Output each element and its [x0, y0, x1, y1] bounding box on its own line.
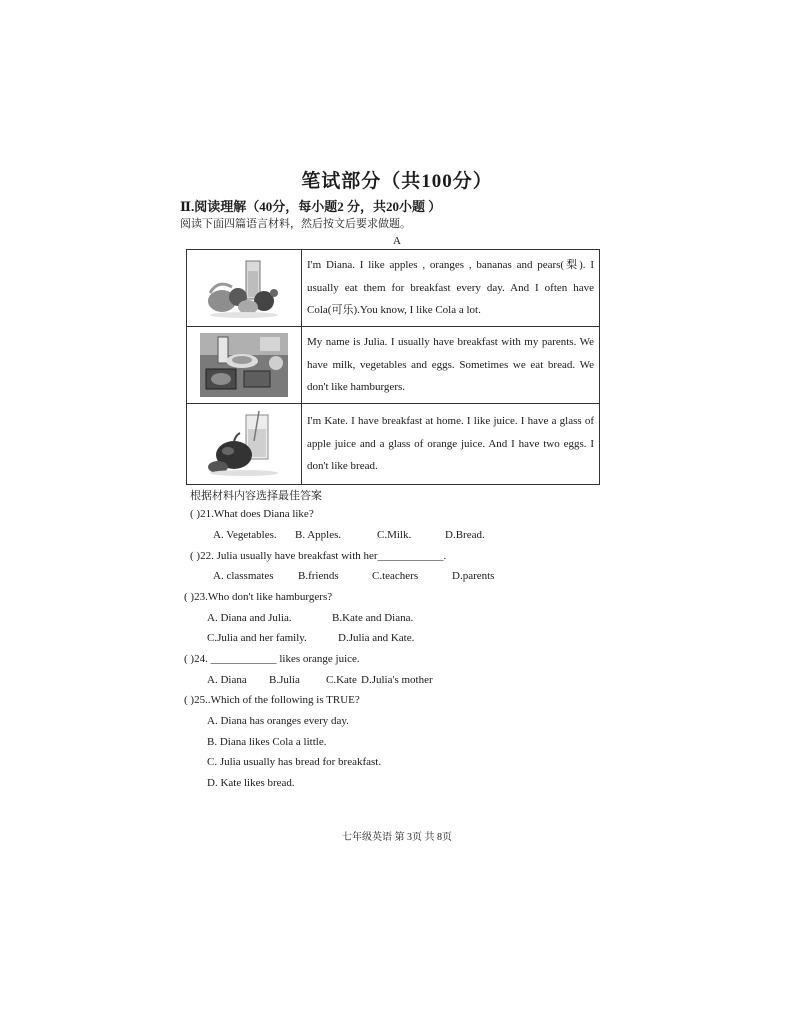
questions-prompt: 根据材料内容选择最佳答案	[190, 490, 322, 502]
option-d[interactable]: D.Julia and Kate.	[338, 632, 415, 644]
passage-image-cell	[187, 250, 302, 327]
passage-table	[186, 249, 600, 485]
question-24-options	[207, 674, 433, 686]
passage-text: I'm Kate. I have breakfast at home. I like juice. I have a glass of apple juice and a glass of orange juice. And I have two eggs. I don't like bread.	[302, 404, 600, 485]
question-23-options-cont	[207, 632, 414, 644]
option-d[interactable]: D.Julia's mother	[361, 674, 433, 686]
passage-label: A	[393, 235, 401, 247]
option-c[interactable]: C.Milk.	[377, 529, 412, 541]
option-d[interactable]: D. Kate likes bread.	[207, 777, 295, 789]
passage-image-cell	[187, 404, 302, 485]
option-a[interactable]: A. Diana has oranges every day.	[207, 715, 349, 727]
question-22-options	[213, 570, 494, 582]
passage-row	[187, 327, 600, 404]
option-a[interactable]: A. classmates	[213, 570, 274, 582]
question-23-options	[207, 612, 413, 624]
question-25-stem: ( )25..Which of the following is TRUE?	[184, 694, 360, 706]
page-footer: 七年级英语 第 3页 共 8页	[342, 832, 452, 843]
option-b[interactable]: B.Julia	[269, 674, 300, 686]
option-a[interactable]: A. Diana	[207, 674, 247, 686]
page-title: 笔试部分（共100分）	[301, 171, 493, 192]
option-a[interactable]: A. Vegetables.	[213, 529, 277, 541]
breakfast-table-photo	[200, 333, 288, 397]
instruction-text: 阅读下面四篇语言材料，然后按文后要求做题。	[180, 218, 411, 230]
option-a[interactable]: A. Diana and Julia.	[207, 612, 292, 624]
passage-row	[187, 250, 600, 327]
fruit-and-drink-photo	[204, 257, 284, 319]
option-b[interactable]: B. Diana likes Cola a little.	[207, 736, 327, 748]
option-c[interactable]: C.Julia and her family.	[207, 632, 307, 644]
question-23-stem: ( )23.Who don't like hamburgers?	[184, 591, 333, 603]
passage-text: My name is Julia. I usually have breakfast with my parents. We have milk, vegetables and eggs. Sometimes we eat bread. We don't like hamburgers.	[302, 327, 600, 404]
option-b[interactable]: B.Kate and Diana.	[332, 612, 414, 624]
section-heading: Ⅱ.阅读理解（40分，每小题2 分，共20小题 ）	[180, 199, 442, 214]
passage-row	[187, 404, 600, 485]
passage-image-cell	[187, 327, 302, 404]
option-c[interactable]: C.Kate	[326, 674, 357, 686]
juice-and-fruit-photo	[204, 411, 284, 477]
passage-text: I'm Diana. I like apples , oranges , bananas and pears(梨). I usually eat them for breakfast every day. And I often have Cola(可乐).You know, I like Cola a lot.	[302, 250, 600, 327]
question-22-stem: ( )22. Julia usually have breakfast with her____________.	[190, 550, 447, 562]
option-c[interactable]: C.teachers	[372, 570, 419, 582]
question-21-stem: ( )21.What does Diana like?	[190, 508, 314, 520]
option-b[interactable]: B.friends	[298, 570, 339, 582]
question-21-options	[213, 529, 485, 541]
question-24-stem: ( )24. ____________ likes orange juice.	[184, 653, 360, 665]
option-b[interactable]: B. Apples.	[295, 529, 342, 541]
option-c[interactable]: C. Julia usually has bread for breakfast.	[207, 756, 382, 768]
option-d[interactable]: D.Bread.	[445, 529, 485, 541]
option-d[interactable]: D.parents	[452, 570, 495, 582]
